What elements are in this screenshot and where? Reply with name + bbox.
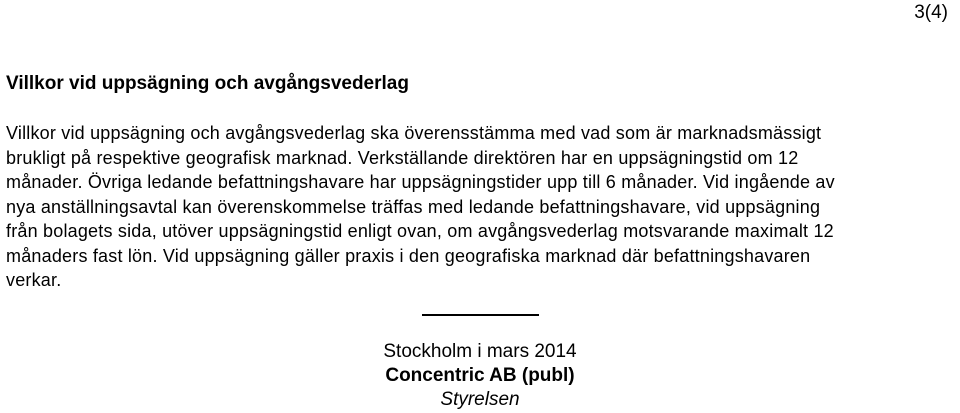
signature-divider [422, 314, 539, 316]
place-date: Stockholm i mars 2014 [383, 341, 577, 362]
signature-block [0, 340, 960, 412]
body-paragraph [6, 121, 956, 293]
body-line: månader. Övriga ledande befattningshavare har uppsägningstider upp till 6 månader. Vid ingående av [6, 172, 835, 192]
board-signatory: Styrelsen [440, 389, 520, 410]
body-line: brukligt på respektive geografisk marknad. Verkställande direktören har en uppsägningstid om 12 [6, 147, 799, 168]
body-line: verkar. [6, 270, 62, 290]
body-line: månaders fast lön. Vid uppsägning gäller praxis i den geografiska marknad där befattningshavaren [6, 245, 811, 266]
body-line: från bolagets sida, utöver uppsägningstid enligt ovan, om avgångsvederlag motsvarande maximalt 12 [6, 221, 834, 241]
section-heading: Villkor vid uppsägning och avgångsvederlag [6, 73, 409, 94]
body-line: Villkor vid uppsägning och avgångsvederlag ska överensstämma med vad som är marknadsmässigt [6, 123, 822, 143]
body-line: nya anställningsavtal kan överenskommelse träffas med ledande befattningshavare, vid uppsägning [6, 196, 821, 217]
page-number: 3(4) [914, 2, 948, 23]
company-name: Concentric AB (publ) [385, 365, 575, 386]
